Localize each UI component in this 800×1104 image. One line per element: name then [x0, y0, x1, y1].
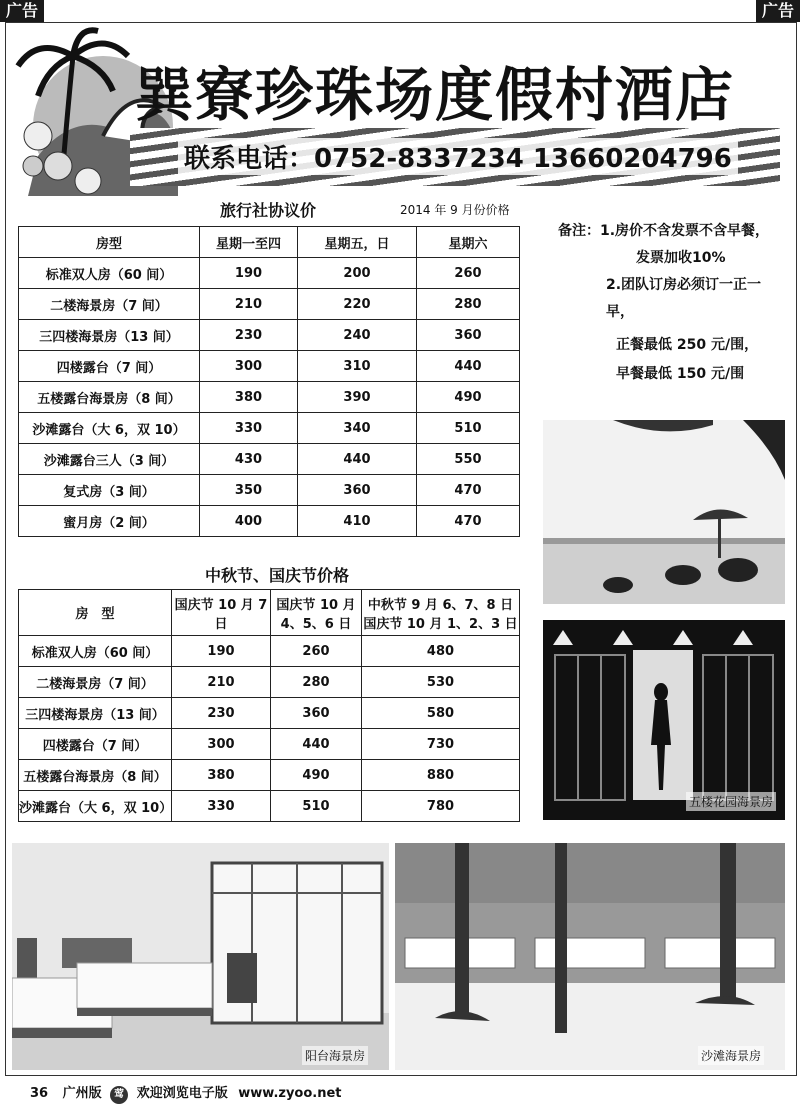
table-row [19, 289, 520, 320]
price-cell: 360 [298, 475, 417, 506]
website-link[interactable]: www.zyoo.net [238, 1086, 342, 1101]
room-type: 三四楼海景房（13 间） [19, 698, 172, 729]
price-cell: 470 [417, 475, 520, 506]
price-cell: 380 [172, 760, 271, 791]
price-cell: 280 [417, 289, 520, 320]
welcome-text: 欢迎浏览电子版 [136, 1086, 228, 1101]
price-cell: 330 [200, 413, 298, 444]
price-cell: 310 [298, 351, 417, 382]
room-type: 沙滩露台三人（3 间） [19, 444, 200, 475]
note-line: 备注：1.房价不含发票不含早餐， [558, 223, 770, 239]
column-header: 国庆节 10 月 4、5、6 日 [271, 590, 362, 636]
ad-tag-right: 广告 [756, 0, 800, 22]
price-cell: 230 [172, 698, 271, 729]
price-cell: 360 [271, 698, 362, 729]
price-cell: 510 [417, 413, 520, 444]
balcony-room-photo [12, 843, 389, 1070]
note-line: 早餐最低 150 元/围 [616, 366, 745, 382]
edition-label: 广州版 [62, 1086, 102, 1101]
room-type: 五楼露台海景房（8 间） [19, 382, 200, 413]
price-cell: 380 [200, 382, 298, 413]
room-type: 标准双人房（60 间） [19, 258, 200, 289]
hotel-name: 巽寮珍珠场度假村酒店 [135, 61, 736, 129]
price-cell: 730 [362, 729, 520, 760]
column-header: 国庆节 10 月 7 日 [172, 590, 271, 636]
price-cell: 510 [271, 791, 362, 822]
table-row [19, 413, 520, 444]
table-row [19, 475, 520, 506]
room-type: 二楼海景房（7 间） [19, 289, 200, 320]
table-header-row [19, 590, 520, 636]
column-header: 房型 [19, 227, 200, 258]
room-type: 标准双人房（60 间） [19, 636, 172, 667]
price-cell: 190 [172, 636, 271, 667]
garden-view-photo [543, 620, 785, 820]
price-cell: 200 [298, 258, 417, 289]
price-cell: 300 [200, 351, 298, 382]
column-header: 星期一至四 [200, 227, 298, 258]
room-type: 蜜月房（2 间） [19, 506, 200, 537]
price-cell: 280 [271, 667, 362, 698]
price-cell: 490 [271, 760, 362, 791]
room-type: 复式房（3 间） [19, 475, 200, 506]
room-type: 三四楼海景房（13 间） [19, 320, 200, 351]
price-cell: 440 [271, 729, 362, 760]
column-header: 星期六 [417, 227, 520, 258]
footer [30, 1082, 342, 1104]
booking-notes [558, 218, 788, 388]
price-cell: 440 [417, 351, 520, 382]
price-cell: 530 [362, 667, 520, 698]
table-row [19, 258, 520, 289]
price-period: 2014 年 9 月份价格 [400, 203, 510, 217]
room-type: 五楼露台海景房（8 间） [19, 760, 172, 791]
price-cell: 440 [298, 444, 417, 475]
beach-photo [543, 420, 785, 604]
column-header: 星期五，日 [298, 227, 417, 258]
price-cell: 410 [298, 506, 417, 537]
table-row [19, 667, 520, 698]
table-row [19, 636, 520, 667]
table-row [19, 320, 520, 351]
room-type: 沙滩露台（大 6，双 10） [19, 413, 200, 444]
holiday-rate-title: 中秋节、国庆节价格 [205, 566, 350, 585]
price-cell: 230 [200, 320, 298, 351]
contact-phone: 联系电话：0752-8337234 13660204796 [178, 138, 738, 175]
table-header-row [19, 227, 520, 258]
price-cell: 490 [417, 382, 520, 413]
balcony-caption: 阳台海景房 [302, 1046, 368, 1065]
note-line: 2.团队订房必须订一正一早， [606, 277, 762, 320]
room-type: 沙滩露台（大 6，双 10） [19, 791, 172, 822]
note-line: 发票加收10% [636, 250, 726, 266]
price-cell: 580 [362, 698, 520, 729]
garden-caption: 五楼花园海景房 [686, 792, 776, 811]
price-cell: 190 [200, 258, 298, 289]
price-cell: 240 [298, 320, 417, 351]
agency-rate-title: 旅行社协议价 [220, 201, 317, 220]
table-row [19, 444, 520, 475]
room-type: 四楼露台（7 间） [19, 729, 172, 760]
publisher-logo: 莺 [110, 1086, 128, 1104]
table-row [19, 729, 520, 760]
price-cell: 400 [200, 506, 298, 537]
price-cell: 340 [298, 413, 417, 444]
price-cell: 360 [417, 320, 520, 351]
room-type: 四楼露台（7 间） [19, 351, 200, 382]
table-row [19, 382, 520, 413]
table-row [19, 698, 520, 729]
table-row [19, 351, 520, 382]
table-row [19, 791, 520, 822]
price-cell: 480 [362, 636, 520, 667]
price-cell: 220 [298, 289, 417, 320]
holiday-rate-table [18, 589, 520, 822]
price-cell: 430 [200, 444, 298, 475]
table-row [19, 760, 520, 791]
page-number: 36 [30, 1086, 49, 1101]
table-row [19, 506, 520, 537]
price-cell: 330 [172, 791, 271, 822]
price-cell: 260 [271, 636, 362, 667]
price-cell: 300 [172, 729, 271, 760]
price-cell: 210 [172, 667, 271, 698]
price-cell: 470 [417, 506, 520, 537]
column-header: 房 型 [19, 590, 172, 636]
price-cell: 260 [417, 258, 520, 289]
beach-caption: 沙滩海景房 [698, 1046, 764, 1065]
price-cell: 210 [200, 289, 298, 320]
ad-tag-left: 广告 [0, 0, 44, 22]
beachfront-room-photo [395, 843, 785, 1070]
price-cell: 780 [362, 791, 520, 822]
price-cell: 550 [417, 444, 520, 475]
price-cell: 350 [200, 475, 298, 506]
agency-rate-table [18, 226, 520, 537]
note-line: 正餐最低 250 元/围， [616, 337, 759, 353]
column-header: 中秋节 9 月 6、7、8 日 国庆节 10 月 1、2、3 日 [362, 590, 520, 636]
price-cell: 880 [362, 760, 520, 791]
room-type: 二楼海景房（7 间） [19, 667, 172, 698]
price-cell: 390 [298, 382, 417, 413]
